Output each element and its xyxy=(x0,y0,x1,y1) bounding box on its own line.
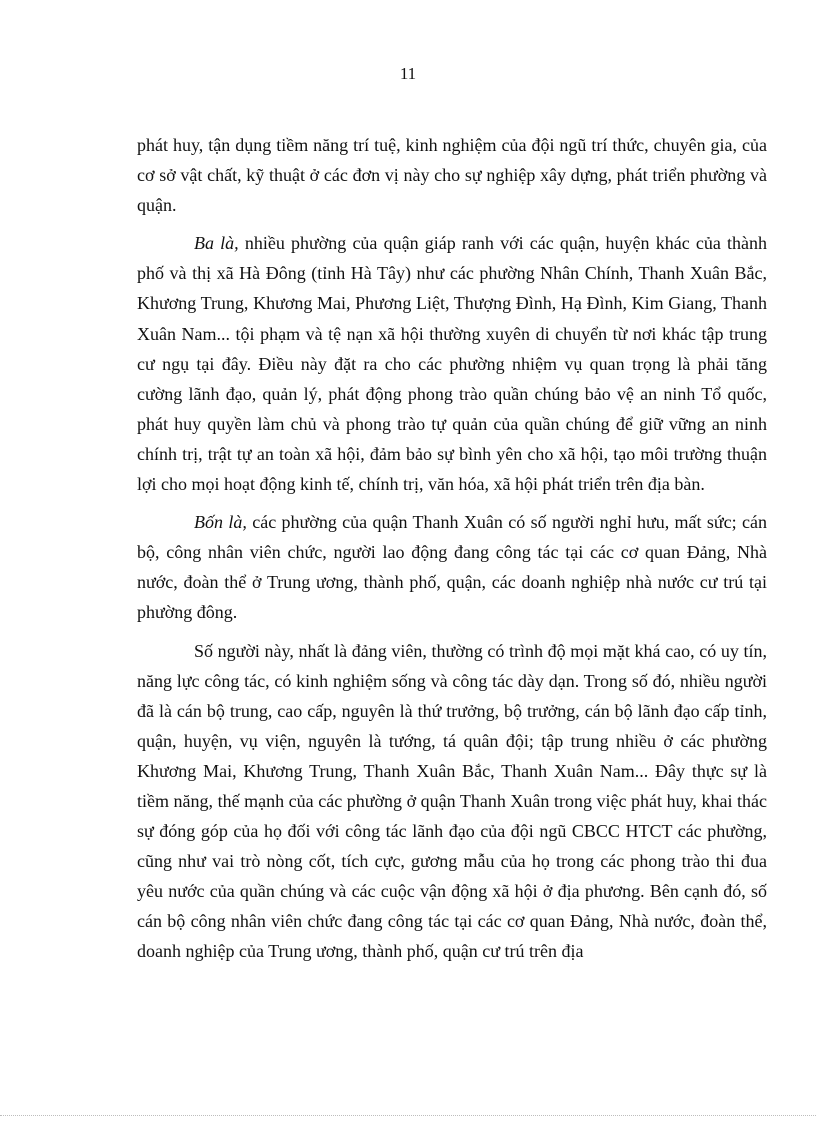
paragraph-text: phát huy, tận dụng tiềm năng trí tuệ, kinh nghiệm của đội ngũ trí thức, chuyên gia, của cơ sở vật chất, kỹ thuật ở các đơn vị này cho sự nghiệp xây dựng, phát triển phường và quận. xyxy=(137,135,767,216)
paragraph-text: nhiều phường của quận giáp ranh với các quận, huyện khác của thành phố và thị xã Hà Đông (tỉnh Hà Tây) như các phường Nhân Chính, Thanh Xuân Bắc, Khương Trung, Khương Mai, Phương Liệt, Thượng Đình, Hạ Đình, Kim Giang, Thanh Xuân Nam... tội phạm và tệ nạn xã hội thường xuyên di chuyển từ nơi khác tập trung cư ngụ tại đây. Điều này đặt ra cho các phường nhiệm vụ quan trọng là phải tăng cường lãnh đạo, quản lý, phát động phong trào quần chúng bảo vệ an ninh Tổ quốc, phát huy quyền làm chủ và phong trào tự quản của quần chúng để giữ vững an ninh chính trị, trật tự an toàn xã hội, đảm bảo sự bình yên cho xã hội, tạo môi trường thuận lợi cho mọi hoạt động kinh tế, chính trị, văn hóa, xã hội phát triển trên địa bàn. xyxy=(137,233,767,495)
paragraph-ba-la xyxy=(137,228,767,499)
paragraph-so-nguoi xyxy=(137,636,767,967)
paragraph-text: Số người này, nhất là đảng viên, thường có trình độ mọi mặt khá cao, có uy tín, năng lực công tác, có kinh nghiệm sống và công tác dày dạn. Trong số đó, nhiều người đã là cán bộ trung, cao cấp, nguyên là thứ trưởng, bộ trưởng, cán bộ lãnh đạo cấp tỉnh, quận, huyện, vụ viện, nguyên là tướng, tá quân đội; tập trung nhiều ở các phường Khương Mai, Khương Trung, Thanh Xuân Bắc, Thanh Xuân Nam... Đây thực sự là tiềm năng, thế mạnh của các phường ở quận Thanh Xuân trong việc phát huy, khai thác sự đóng góp của họ đối với công tác lãnh đạo của đội ngũ CBCC HTCT các phường, cũng như vai trò nòng cốt, tích cực, gương mẫu của họ trong các phong trào thi đua yêu nước của quần chúng và các cuộc vận động xã hội ở địa phương. Bên cạnh đó, số cán bộ công nhân viên chức đang công tác tại các cơ quan Đảng, Nhà nước, đoàn thể, doanh nghiệp của Trung ương, thành phố, quận cư trú trên địa xyxy=(137,640,767,962)
page-bottom-rule xyxy=(0,1115,816,1116)
page-number: 11 xyxy=(399,64,417,83)
body-text xyxy=(137,130,767,975)
paragraph-continuation xyxy=(137,130,767,220)
paragraph-lead: Ba là, xyxy=(194,233,239,254)
paragraph-lead: Bốn là, xyxy=(194,512,247,533)
paragraph-bon-la xyxy=(137,507,767,627)
paragraph-text: các phường của quận Thanh Xuân có số người nghỉ hưu, mất sức; cán bộ, công nhân viên chức, người lao động đang công tác tại các cơ quan Đảng, Nhà nước, đoàn thể ở Trung ương, thành phố, quận, các doanh nghiệp nhà nước cư trú tại phường đông. xyxy=(137,512,767,623)
